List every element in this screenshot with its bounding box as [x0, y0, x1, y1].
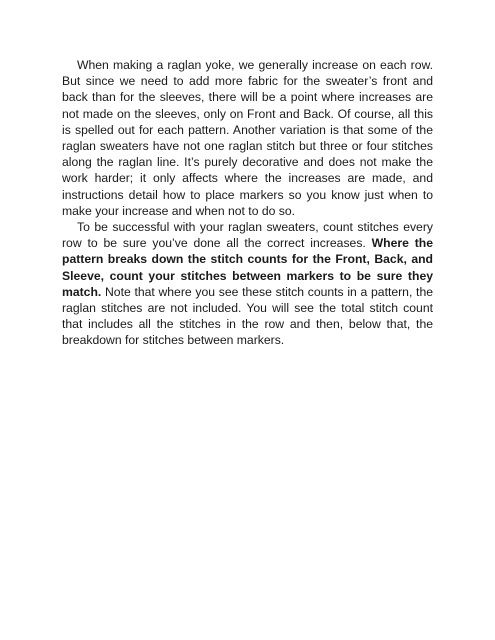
paragraph-count-stitches-emphasis: Where the pattern breaks down the stitch counts for the Front, Back, and Sleeve, count your stitches between markers to be sure they match. [62, 236, 433, 299]
paragraph-count-stitches-note: Note that where you see these stitch counts in a pattern, the raglan stitches are not included. You will see the total stitch count that includes all the stitches in the row and then, below that, the breakdown for stitches between markers. [62, 284, 433, 348]
paragraph-raglan-yoke-increases: When making a raglan yoke, we generally increase on each row. But since we need to add more fabric for the sweater’s front and back than for the sleeves, there will be a point where increases are not made on the sleeves, only on Front and Back. Of course, all this is spelled out for each pattern. Another variation is that some of the raglan sweaters have not one raglan stitch but three or four stitches along the raglan line. It’s purely decorative and does not make the work harder; it only affects where the increases are made, and instructions detail how to place markers so you know just when to make your increase and when not to do so. [62, 58, 433, 218]
paragraph-count-stitches [62, 219, 433, 349]
body-text [62, 57, 433, 349]
paragraph-count-stitches-intro: To be successful with your raglan sweaters, count stitches every row to be sure you’ve done all the correct increases. [62, 220, 433, 251]
